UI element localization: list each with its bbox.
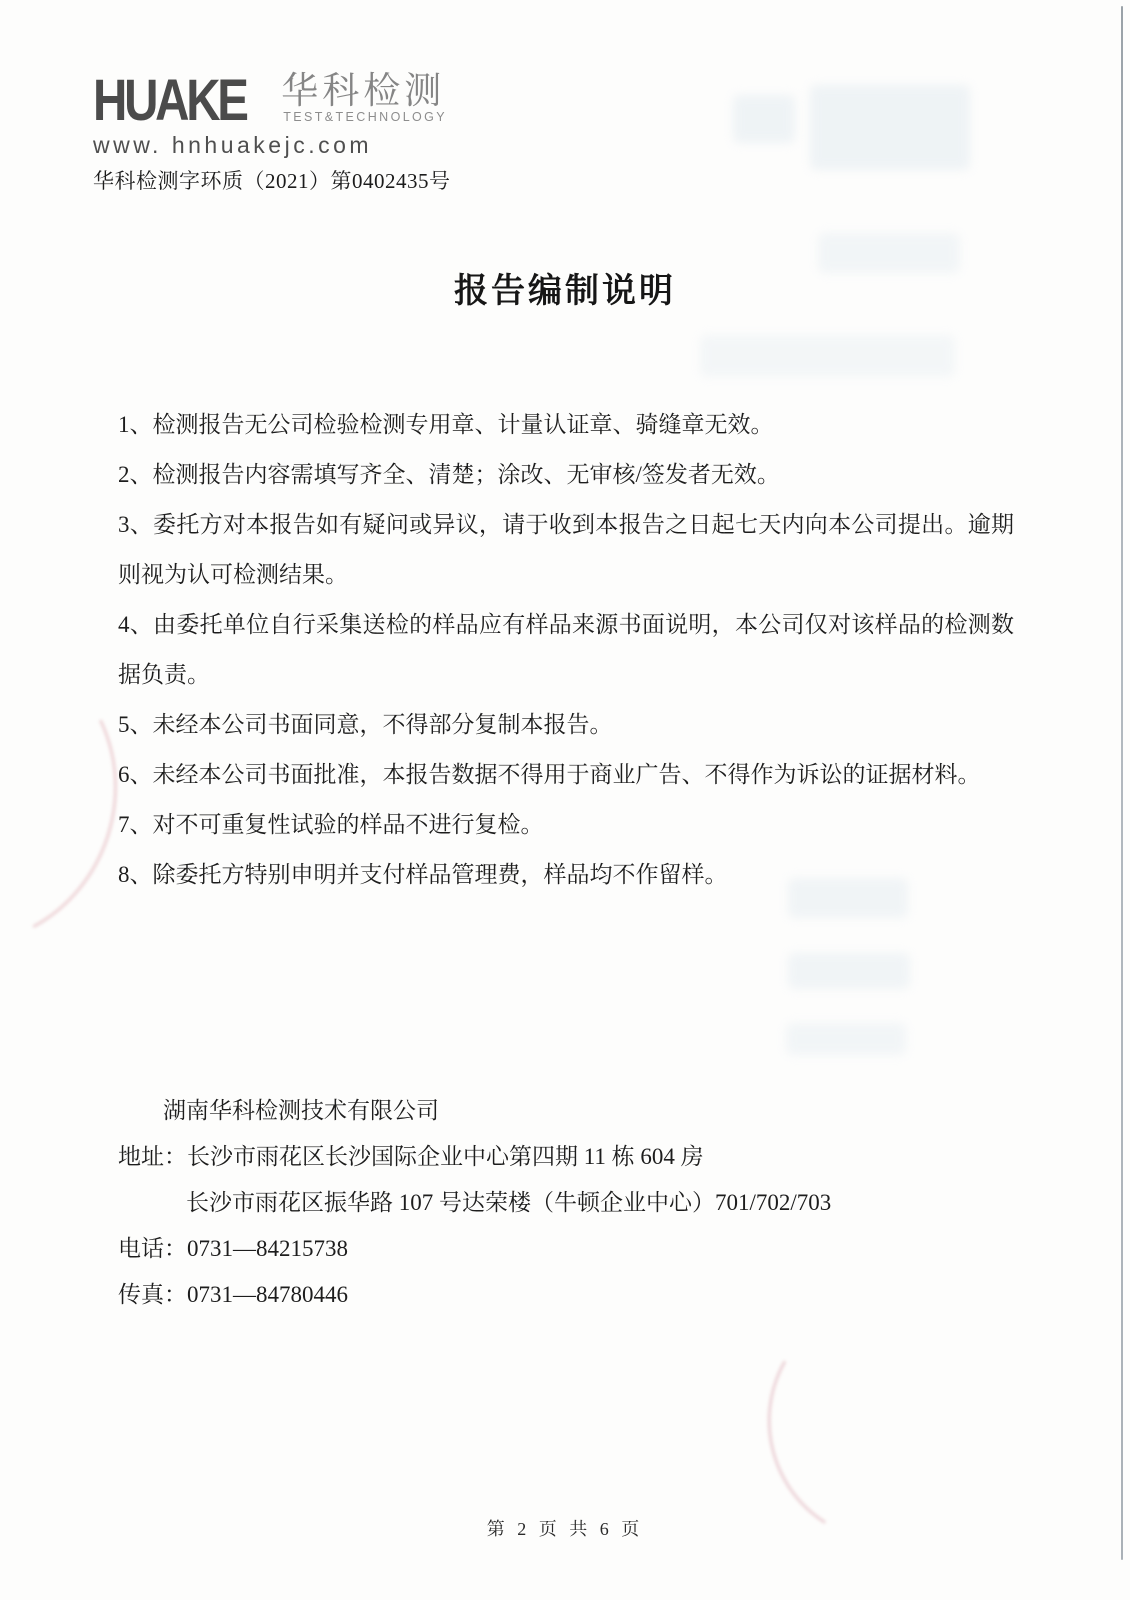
bleed-through-mark (810, 85, 970, 170)
logo-wordmark: HUAKE (93, 68, 246, 133)
company-address-2: 长沙市雨花区振华路 107 号达荣楼（牛顿企业中心）701/702/703 (186, 1190, 832, 1215)
note-item-4: 4、由委托单位自行采集送检的样品应有样品来源书面说明，本公司仅对该样品的检测数据负责。 (118, 612, 1014, 687)
logo (93, 68, 451, 133)
bleed-through-mark (733, 95, 795, 143)
company-fax: 传真：0731—84780446 (118, 1282, 348, 1307)
bleed-through-mark (700, 335, 955, 377)
bleed-through-mark (788, 953, 910, 989)
company-phone: 电话：0731—84215738 (118, 1236, 348, 1261)
bleed-through-mark (786, 1023, 906, 1055)
page-number: 第 2 页 共 6 页 (486, 1519, 644, 1539)
report-notes-list (118, 400, 1014, 900)
note-item-3: 3、委托方对本报告如有疑问或异议，请于收到本报告之日起七天内向本公司提出。逾期则视为认可检测结果。 (118, 512, 1014, 587)
website-url: www. hnhuakejc.com (93, 132, 373, 158)
note-item-7: 7、对不可重复性试验的样品不进行复检。 (118, 812, 544, 837)
report-number: 华科检测字环质（2021）第0402435号 (93, 169, 451, 193)
note-item-2: 2、检测报告内容需填写齐全、清楚；涂改、无审核/签发者无效。 (118, 462, 780, 487)
note-item-1: 1、检测报告无公司检验检测专用章、计量认证章、骑缝章无效。 (118, 412, 774, 437)
scan-edge-line (1121, 6, 1123, 1560)
logo-tagline: TEST&TECHNOLOGY (283, 110, 448, 124)
note-item-8: 8、除委托方特别申明并支付样品管理费，样品均不作留样。 (118, 862, 728, 887)
logo-chinese-name: 华科检测 (281, 71, 446, 112)
company-letterhead (93, 68, 451, 195)
company-contact-block (118, 1088, 1018, 1318)
company-address-1: 地址：长沙市雨花区长沙国际企业中心第四期 11 栋 604 房 (118, 1144, 704, 1169)
company-name: 湖南华科检测技术有限公司 (163, 1098, 439, 1123)
page-title: 报告编制说明 (454, 273, 676, 310)
note-item-6: 6、未经本公司书面批准，本报告数据不得用于商业广告、不得作为诉讼的证据材料。 (118, 762, 981, 787)
note-item-5: 5、未经本公司书面同意，不得部分复制本报告。 (118, 712, 613, 737)
